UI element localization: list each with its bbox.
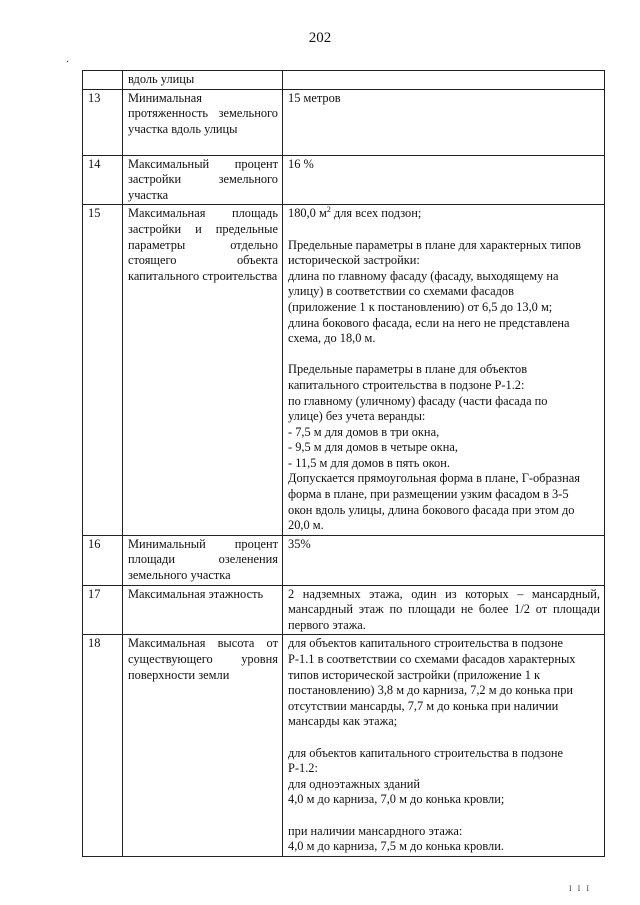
text-line: 4,0 м до карниза, 7,5 м до конька кровли.: [288, 839, 504, 854]
table-row-17: [83, 585, 605, 635]
text-line: исторической застройки:: [288, 253, 420, 268]
text-line: Предельные параметры в плане для объектов: [288, 362, 528, 377]
margin-mark: ·: [66, 57, 70, 68]
text-line: Р-1.2:: [288, 761, 318, 776]
parameter-name-cell: Максимальная площадь застройки и предельные параметры отдельно стоящего объекта капитального строительства: [123, 205, 283, 535]
area-suffix: для всех подзон;: [330, 206, 422, 221]
text-line: улице) без учета веранды:: [288, 409, 426, 424]
text-line: (приложение 1 к постановлению) от 6,5 до 13,0 м;: [288, 299, 553, 314]
text-line: 20,0 м.: [288, 518, 324, 533]
text-line: - 9,5 м для домов в четыре окна,: [288, 440, 458, 455]
text-line: Допускается прямоугольная форма в плане, Г-образная: [288, 471, 580, 486]
row-number-cell: [83, 71, 123, 90]
text-line: схема, до 18,0 м.: [288, 331, 376, 346]
text-line: форма в плане, при размещении узким фасадом в 3-5: [288, 487, 569, 502]
parameter-value-cell: 2 надземных этажа, один из которых – мансардный, мансардный этаж по площади не более 1/2 от площади первого этажа.: [283, 585, 605, 635]
parameter-value-cell: 16 %: [283, 155, 605, 205]
text-line: капитального строительства в подзоне Р-1.2:: [288, 377, 525, 392]
row-number-cell: 14: [83, 155, 123, 205]
text-line: - 11,5 м для домов в пять окон.: [288, 455, 450, 470]
parameter-value-cell: 15 метров: [283, 89, 605, 155]
area-line: [288, 206, 600, 222]
parameter-name-cell: Максимальная высота от существующего уровня поверхности земли: [123, 635, 283, 857]
area-unit-superscript: 2: [326, 205, 331, 215]
text-line: отсутствии мансарды, 7,7 м до конька при наличии: [288, 698, 559, 713]
parameter-value-cell: [283, 635, 605, 857]
table-row-14: [83, 155, 605, 205]
footer-mark: I I I: [569, 884, 591, 893]
text-line: 4,0 м до карниза, 7,0 м до конька кровли;: [288, 792, 505, 807]
parameter-value-cell: [283, 71, 605, 90]
parameter-name-cell: Максимальный процент застройки земельного участка: [123, 155, 283, 205]
text-line: длина по главному фасаду (фасаду, выходящему на: [288, 268, 559, 283]
table-row-18: [83, 635, 605, 857]
table-row-continuation: [83, 71, 605, 90]
row-number-cell: 16: [83, 535, 123, 585]
text-line: - 7,5 м для домов в три окна,: [288, 424, 440, 439]
parameter-name-cell: вдоль улицы: [123, 71, 283, 90]
parameter-value-cell: [283, 205, 605, 535]
text-line: окон вдоль улицы, длина бокового фасада при этом до: [288, 502, 575, 517]
text-line: мансарды как этажа;: [288, 714, 398, 729]
text-line: для объектов капитального строительства в подзоне: [288, 745, 564, 760]
row-number-cell: 18: [83, 635, 123, 857]
parameter-value-cell: 35%: [283, 535, 605, 585]
parameter-name-cell: Минимальный процент площади озеленения земельного участка: [123, 535, 283, 585]
table-row-15: [83, 205, 605, 535]
text-line: Р-1.1 в соответствии со схемами фасадов характерных: [288, 652, 576, 666]
table-row-16: [83, 535, 605, 585]
page-number: 202: [308, 30, 332, 46]
text-line: улицу) в соответствии со схемами фасадов: [288, 284, 514, 299]
text-line: для одноэтажных зданий: [288, 776, 420, 791]
text-line: по главному (уличному) фасаду (части фасада по: [288, 393, 548, 408]
parameter-name-cell: Максимальная этажность: [123, 585, 283, 635]
text-line: для объектов капитального строительства в подзоне: [288, 636, 564, 651]
row-number-cell: 13: [83, 89, 123, 155]
table-row-13: [83, 89, 605, 155]
text-line: длина бокового фасада, если на него не представлена: [288, 315, 570, 330]
text-line: типов исторической застройки (приложение 1 к: [288, 667, 541, 682]
text-line: Предельные параметры в плане для характерных типов: [288, 237, 581, 252]
row-number-cell: 17: [83, 585, 123, 635]
text-line: при наличии мансардного этажа:: [288, 823, 463, 838]
row-number-cell: 15: [83, 205, 123, 535]
area-value: 180,0 м: [288, 206, 327, 221]
text-line: постановлению) 3,8 м до карниза, 7,2 м до конька при: [288, 683, 574, 698]
parameter-name-cell: Минимальная протяженность земельного участка вдоль улицы: [123, 89, 283, 155]
parameters-table: [82, 70, 605, 857]
